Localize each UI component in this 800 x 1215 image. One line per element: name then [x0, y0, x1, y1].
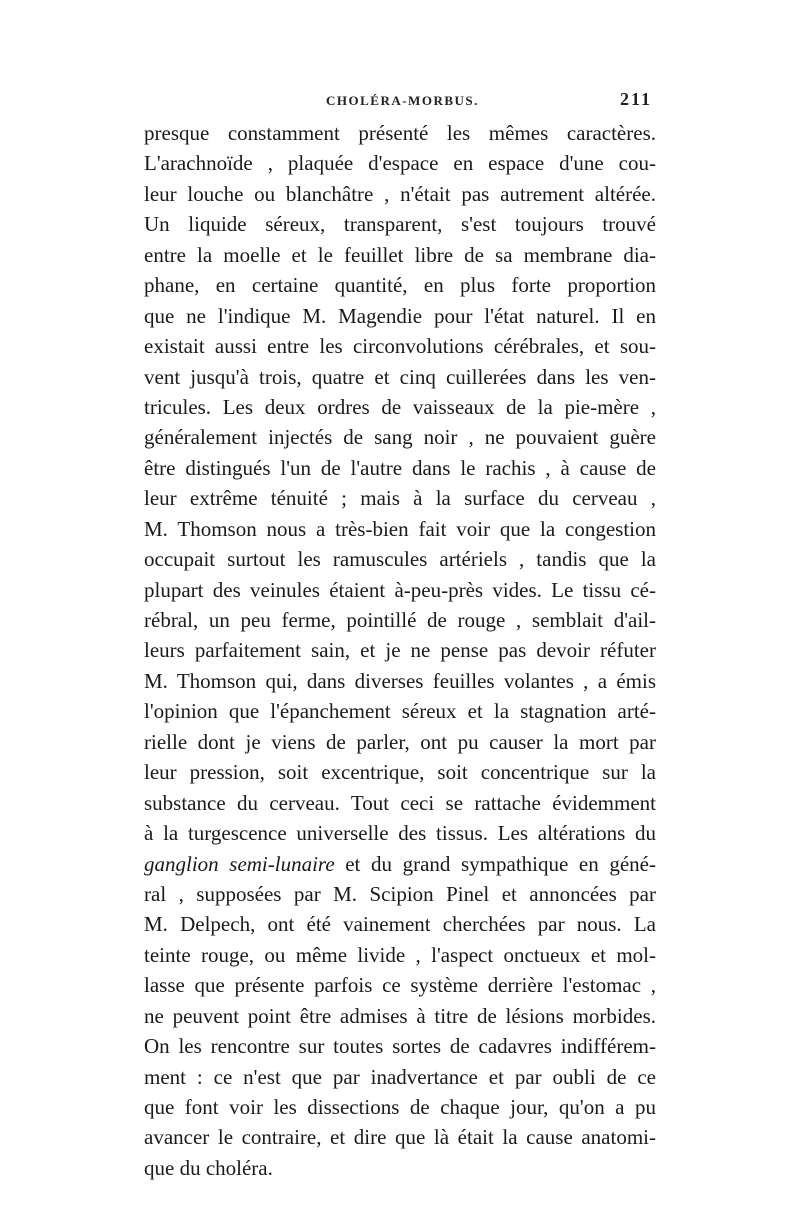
italic-term: ganglion semi-lunaire [144, 851, 335, 876]
text-line: existait aussi entre les circonvolutions cérébrales, et sou- [144, 334, 656, 359]
text-line: à la turgescence universelle des tissus. Les altérations du [144, 821, 656, 846]
text-line: leur extrême ténuité ; mais à la surface du cerveau , [144, 486, 656, 511]
text-line-last: que du choléra. [144, 1155, 273, 1180]
body-text [144, 118, 656, 1183]
text-line: que font voir les dissections de chaque jour, qu'on a pu [144, 1095, 656, 1119]
text-line: ral , supposées par M. Scipion Pinel et annoncées par [144, 881, 656, 906]
text-line: M. Thomson nous a très-bien fait voir que la congestion [144, 516, 656, 541]
text-line: vent jusqu'à trois, quatre et cinq cuillerées dans les ven- [144, 364, 656, 389]
text-line: leur louche ou blanchâtre , n'était pas autrement altérée. [144, 181, 656, 206]
page-number: 211 [620, 89, 653, 109]
text-line-rest: et du grand sympathique en géné- [334, 851, 656, 876]
text-line: généralement injectés de sang noir , ne pouvaient guère [144, 425, 656, 450]
text-line: plupart des veinules étaient à-peu-près vides. Le tissu cé- [144, 577, 656, 602]
text-line: que ne l'indique M. Magendie pour l'état naturel. Il en [144, 303, 656, 328]
text-line: rébral, un peu ferme, pointillé de rouge , semblait d'ail- [144, 608, 656, 632]
text-line: tricules. Les deux ordres de vaisseaux de la pie-mère , [144, 394, 656, 419]
text-line: M. Thomson qui, dans diverses feuilles volantes , a émis [144, 668, 656, 693]
text-line: avancer le contraire, et dire que là était la cause anatomi- [144, 1125, 656, 1150]
text-line: Un liquide séreux, transparent, s'est toujours trouvé [144, 212, 656, 237]
text-line: leur pression, soit excentrique, soit concentrique sur la [144, 760, 656, 785]
text-line: L'arachnoïde , plaquée d'espace en espace d'une cou- [144, 151, 656, 176]
text-line: substance du cerveau. Tout ceci se rattache évidemment [144, 790, 656, 815]
running-head: CHOLÉRA-MORBUS. [326, 93, 479, 108]
text-line: ne peuvent point être admises à titre de lésions morbides. [144, 1003, 656, 1028]
text-line: ment : ce n'est que par inadvertance et par oubli de ce [144, 1064, 656, 1089]
text-line: occupait surtout les ramuscules artériels , tandis que la [144, 547, 656, 572]
text-line: leurs parfaitement sain, et je ne pense pas devoir réfuter [144, 638, 656, 663]
text-line: être distingués l'un de l'autre dans le rachis , à cause de [144, 455, 656, 480]
text-line: entre la moelle et le feuillet libre de sa membrane dia- [144, 242, 656, 267]
text-line: teinte rouge, ou même livide , l'aspect onctueux et mol- [144, 942, 656, 967]
text-line [144, 849, 656, 879]
text-line: lasse que présente parfois ce système derrière l'estomac , [144, 973, 656, 998]
text-line: M. Delpech, ont été vainement cherchées par nous. La [144, 912, 656, 937]
text-line: l'opinion que l'épanchement séreux et la stagnation arté- [144, 699, 656, 724]
text-line: phane, en certaine quantité, en plus forte proportion [144, 273, 656, 298]
text-line: On les rencontre sur toutes sortes de cadavres indifférem- [144, 1034, 656, 1059]
text-line: rielle dont je viens de parler, ont pu causer la mort par [144, 729, 656, 754]
text-line: presque constamment présenté les mêmes caractères. [144, 121, 656, 145]
